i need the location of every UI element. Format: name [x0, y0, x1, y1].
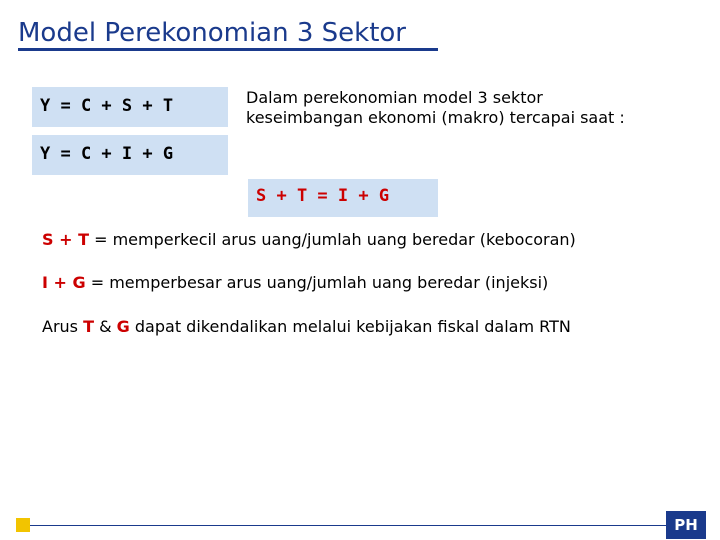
equation-box-2 — [32, 135, 228, 175]
point-leakage-text: = memperkecil arus uang/jumlah uang beredar (kebocoran) — [88, 230, 576, 249]
policy-prefix: Arus — [42, 317, 84, 336]
point-injection-term: I + G — [42, 273, 86, 292]
equilibrium-box — [248, 179, 438, 217]
description-line-1: Dalam perekonomian model 3 sektor — [246, 88, 543, 107]
footer-logo: PH — [666, 511, 706, 539]
policy-term-g: G — [116, 317, 130, 336]
policy-connector: & — [94, 317, 117, 336]
equilibrium-text: S + T = I + G — [256, 186, 390, 206]
policy-term-t: T — [83, 317, 95, 336]
footer-square — [16, 518, 30, 532]
slide-title: Model Perekonomian 3 Sektor — [18, 18, 406, 48]
point-injection-text: = memperbesar arus uang/jumlah uang beredar (injeksi) — [85, 273, 549, 292]
policy-suffix: dapat dikendalikan melalui kebijakan fiskal dalam RTN — [129, 317, 571, 336]
equation-2-text: Y = C + I + G — [40, 144, 174, 164]
equation-box-1 — [32, 87, 228, 127]
description-line-2: keseimbangan ekonomi (makro) tercapai saat : — [246, 108, 625, 127]
description — [246, 88, 706, 128]
point-injection — [42, 273, 548, 292]
equation-1-text: Y = C + S + T — [40, 96, 174, 116]
footer-rule — [30, 525, 666, 526]
point-leakage-term: S + T — [42, 230, 89, 249]
point-leakage — [42, 230, 576, 249]
policy-statement — [42, 317, 571, 336]
title-underline — [18, 48, 438, 51]
